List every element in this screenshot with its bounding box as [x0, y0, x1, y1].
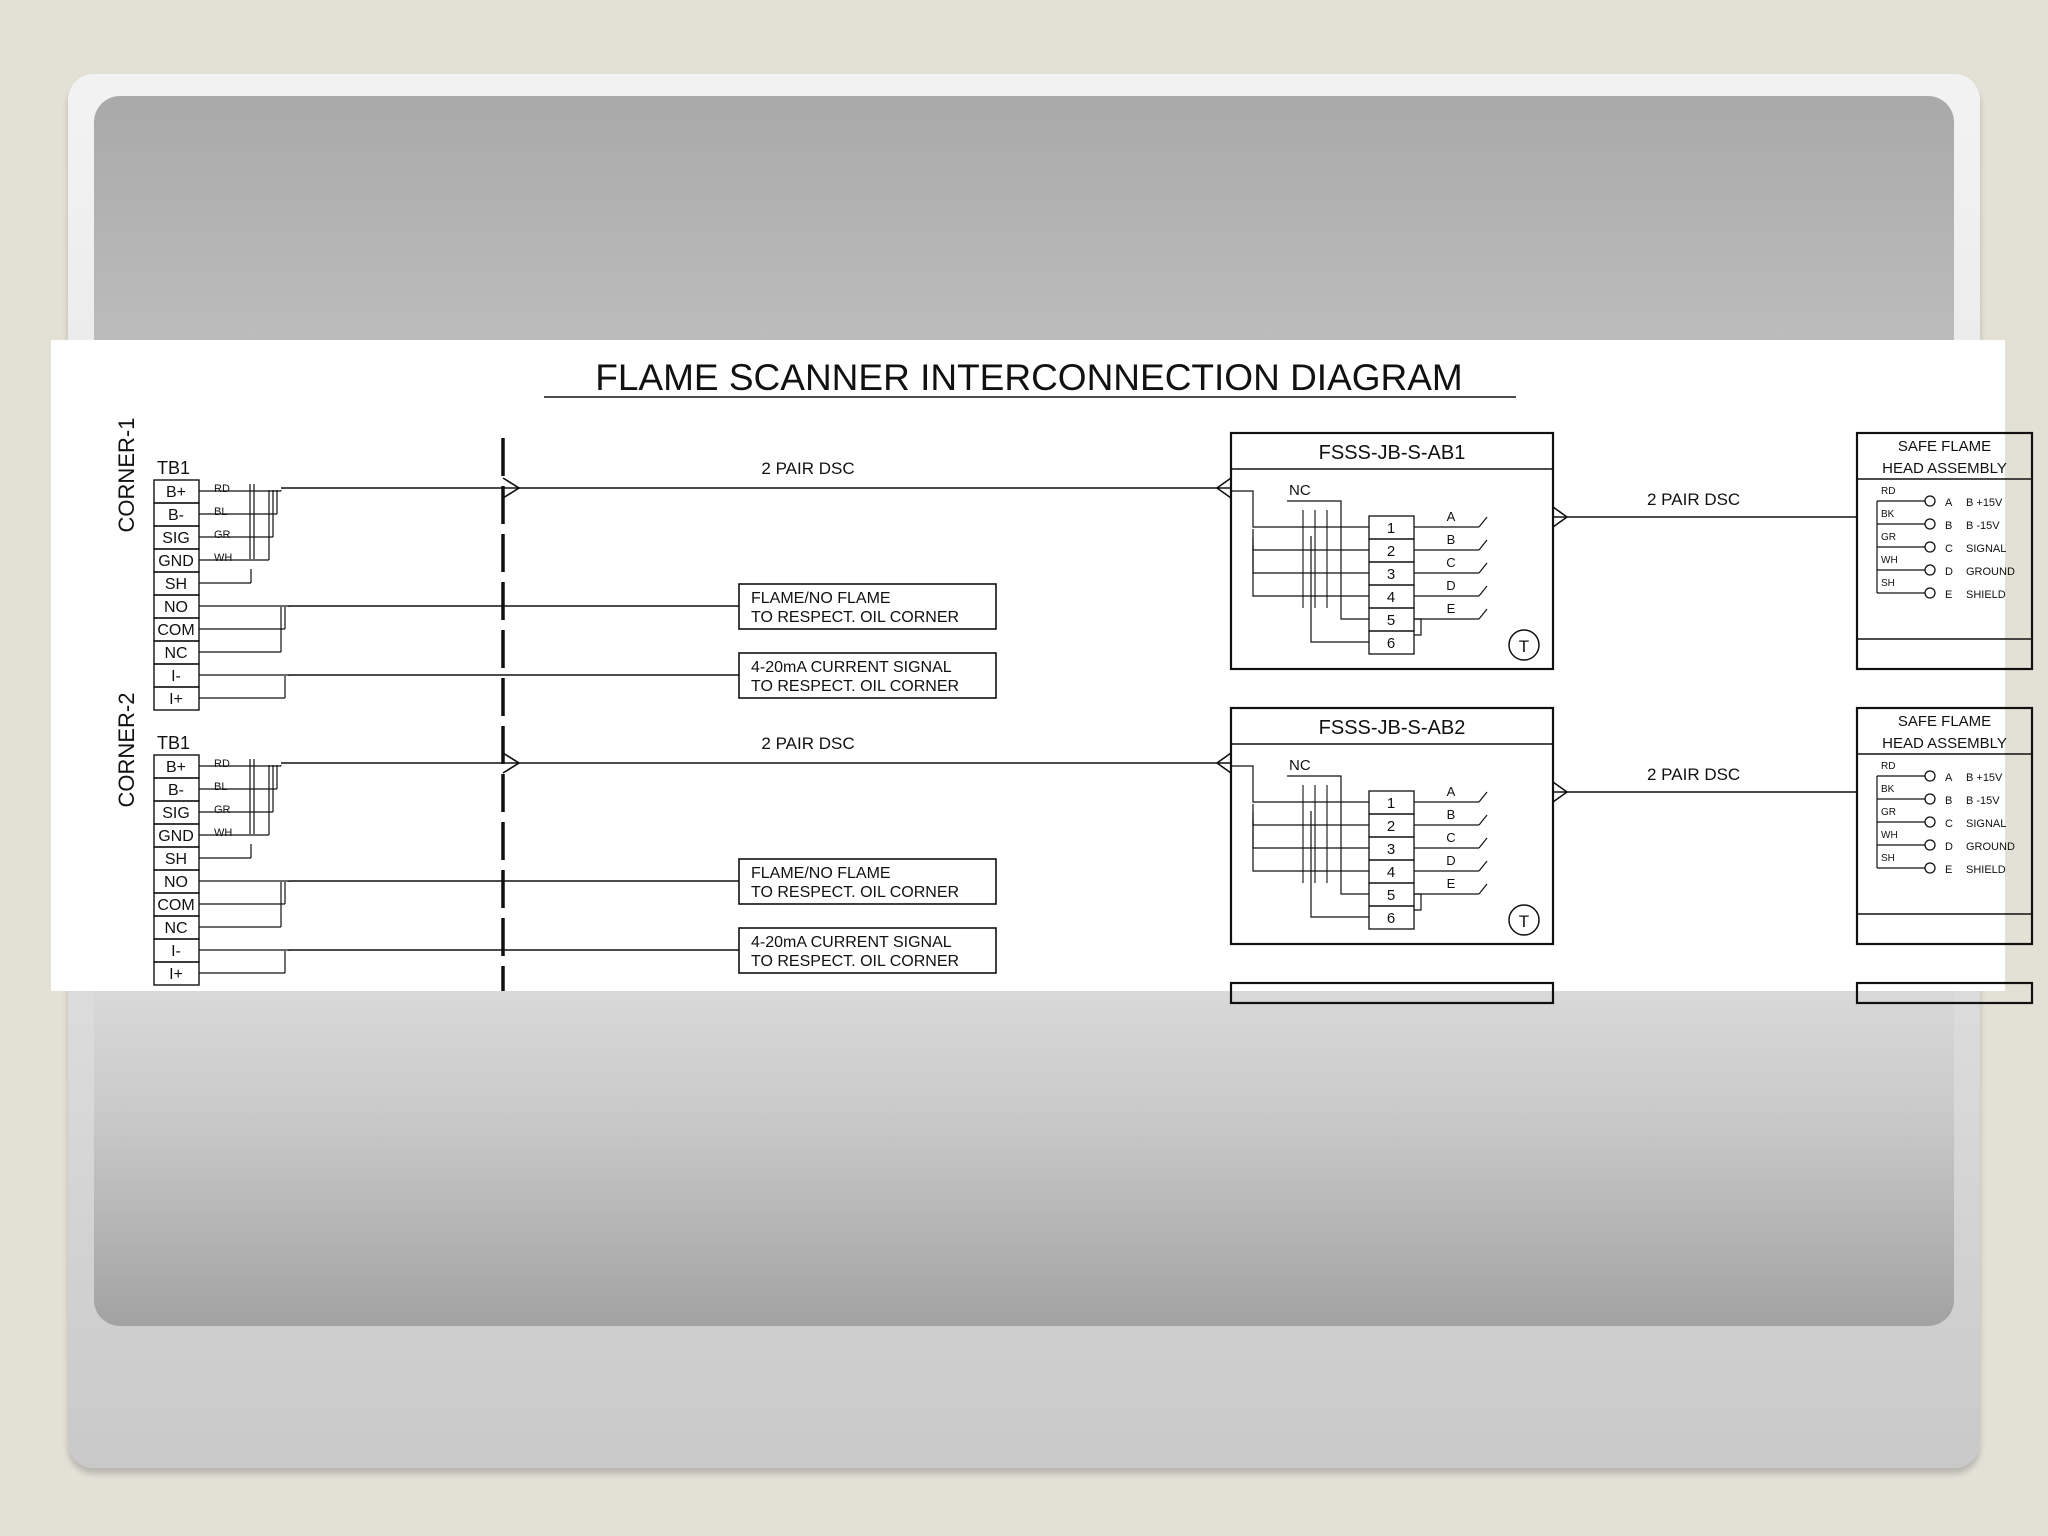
jb-wire	[1311, 811, 1369, 917]
jb-out-letter: B	[1446, 807, 1456, 822]
head-wire-color: WH	[1881, 830, 1898, 841]
jb-out-wire	[1479, 517, 1487, 527]
jb-t-label: T	[1518, 912, 1530, 931]
head-pin-letter: D	[1945, 841, 1953, 853]
head-wire-color: BK	[1881, 509, 1895, 520]
box-line: TO RESPECT. OIL CORNER	[751, 609, 960, 626]
jb-terminal-number: 2	[1386, 543, 1396, 560]
head-wire-color: GR	[1881, 807, 1896, 818]
tb-label: TB1	[157, 733, 191, 753]
jb-wire	[1311, 536, 1369, 642]
head-title-line: SAFE FLAME	[1897, 438, 1992, 455]
jb-wire	[1287, 501, 1369, 619]
jb-terminal-number: 6	[1386, 910, 1396, 927]
corner-label: CORNER-2	[114, 692, 139, 808]
head-wire-color: RD	[1881, 761, 1896, 772]
jb-terminal-number: 4	[1386, 589, 1396, 606]
tb-terminal-label: I-	[171, 668, 181, 685]
jb-terminal-number: 5	[1386, 612, 1396, 629]
wiring-diagram-svg	[51, 340, 2015, 991]
tb-terminal-label: GND	[158, 553, 194, 570]
cable-label: 2 PAIR DSC	[1647, 765, 1741, 784]
cable-label: 2 PAIR DSC	[761, 459, 855, 478]
box-line: FLAME/NO FLAME	[751, 865, 891, 882]
tb-terminal-label: I-	[171, 943, 181, 960]
head-title-line: HEAD ASSEMBLY	[1882, 460, 2007, 477]
jb-out-wire	[1479, 586, 1487, 596]
head-wire-color: BK	[1881, 784, 1895, 795]
head-wire-color: RD	[1881, 486, 1896, 497]
jb-out-wire	[1479, 609, 1487, 619]
head-title-line: SAFE FLAME	[1897, 713, 1992, 730]
head-pin-circle	[1925, 771, 1935, 781]
wire-color-label: GR	[214, 804, 231, 816]
head-wire-color: SH	[1881, 578, 1895, 589]
cable-label: 2 PAIR DSC	[1647, 490, 1741, 509]
head-pin-circle	[1925, 565, 1935, 575]
head-pin-desc: SHIELD	[1966, 589, 2006, 601]
wire-color-label: WH	[214, 552, 233, 564]
tb-terminal-label: B+	[165, 484, 187, 501]
jb-terminal-number: 3	[1386, 566, 1396, 583]
head-pin-desc: B -15V	[1966, 795, 2000, 807]
jb-out-wire	[1479, 884, 1487, 894]
box-line: TO RESPECT. OIL CORNER	[751, 678, 960, 695]
head-pin-letter: A	[1945, 772, 1953, 784]
head-pin-circle	[1925, 542, 1935, 552]
jb-wire	[1287, 776, 1369, 894]
box-line: 4-20mA CURRENT SIGNAL	[751, 659, 952, 676]
head-pin-desc: B +15V	[1966, 497, 2003, 509]
jb-nc-label: NC	[1289, 757, 1311, 774]
tb-terminal-label: NO	[164, 599, 188, 616]
jb-wire	[1253, 796, 1369, 802]
jb-title: FSSS-JB-S-AB1	[1318, 442, 1466, 464]
cable-label: 2 PAIR DSC	[761, 734, 855, 753]
jb-out-letter: C	[1446, 830, 1456, 845]
tb-terminal-label: B+	[165, 759, 187, 776]
head-pin-letter: E	[1945, 864, 1953, 876]
head-title-line: HEAD ASSEMBLY	[1882, 735, 2007, 752]
jb-terminal-number: 2	[1386, 818, 1396, 835]
tb-label: TB1	[157, 458, 191, 478]
tb-terminal-label: COM	[157, 897, 195, 914]
tb-terminal-label: NC	[164, 920, 188, 937]
head-pin-circle	[1925, 794, 1935, 804]
wiring-diagram-image	[51, 340, 2015, 991]
box-line: TO RESPECT. OIL CORNER	[751, 884, 960, 901]
head-pin-circle	[1925, 817, 1935, 827]
jb-out-wire	[1479, 815, 1487, 825]
jb-terminal-number: 3	[1386, 841, 1396, 858]
jb-terminal-number: 6	[1386, 635, 1396, 652]
jb-out-wire	[1479, 563, 1487, 573]
tb-terminal-label: SH	[164, 576, 188, 593]
head-pin-desc: B -15V	[1966, 520, 2000, 532]
head-pin-letter: B	[1945, 520, 1953, 532]
box-line: 4-20mA CURRENT SIGNAL	[751, 934, 952, 951]
head-wire-color: SH	[1881, 853, 1895, 864]
box-line: FLAME/NO FLAME	[751, 590, 891, 607]
head-pin-circle	[1925, 588, 1935, 598]
box-line: TO RESPECT. OIL CORNER	[751, 953, 960, 970]
head-pin-circle	[1925, 840, 1935, 850]
jb-out-wire	[1479, 861, 1487, 871]
head-pin-circle	[1925, 496, 1935, 506]
head-pin-desc: SHIELD	[1966, 864, 2006, 876]
corner-section-1	[114, 418, 2032, 710]
tb-terminal-label: B-	[168, 782, 184, 799]
jb-jumper	[1414, 619, 1421, 635]
jb-terminal-number: 1	[1386, 520, 1396, 537]
tb-terminal-label: SIG	[162, 530, 190, 547]
jb-out-letter: A	[1446, 784, 1456, 799]
tb-terminal-label: GND	[158, 828, 194, 845]
jb-wire	[1231, 766, 1253, 796]
jb-out-wire	[1479, 792, 1487, 802]
diagram-title: FLAME SCANNER INTERCONNECTION DIAGRAM	[595, 357, 1463, 398]
tb-terminal-label: SIG	[162, 805, 190, 822]
head-pin-letter: C	[1945, 818, 1953, 830]
wire-color-label: RD	[214, 758, 230, 770]
jb-out-letter: E	[1446, 601, 1456, 616]
corner-section-2	[114, 693, 2032, 985]
wire-color-label: BL	[214, 506, 228, 518]
head-pin-desc: GROUND	[1966, 566, 2015, 578]
jb-out-letter: D	[1446, 578, 1456, 593]
head-pin-desc: SIGNAL	[1966, 818, 2007, 830]
corner-label: CORNER-1	[114, 417, 139, 533]
head-pin-desc: SIGNAL	[1966, 543, 2007, 555]
jb-out-letter: C	[1446, 555, 1456, 570]
corners-group	[114, 418, 2032, 1003]
head-wire-color: WH	[1881, 555, 1898, 566]
jb-out-wire	[1479, 838, 1487, 848]
head-pin-circle	[1925, 863, 1935, 873]
wire-color-label: BL	[214, 781, 228, 793]
jb-out-letter: B	[1446, 532, 1456, 547]
head-pin-desc: GROUND	[1966, 841, 2015, 853]
jb-title: FSSS-JB-S-AB2	[1318, 717, 1466, 739]
jb-out-letter: E	[1446, 876, 1456, 891]
jb-jumper	[1414, 894, 1421, 910]
wire-color-label: WH	[214, 827, 233, 839]
head-wire-color: GR	[1881, 532, 1896, 543]
tb-terminal-label: COM	[157, 622, 195, 639]
head-pin-letter: D	[1945, 566, 1953, 578]
tb-terminal-label: B-	[168, 507, 184, 524]
jb-t-label: T	[1518, 637, 1530, 656]
jb-out-wire	[1479, 540, 1487, 550]
jb-out-letter: D	[1446, 853, 1456, 868]
wire-color-label: GR	[214, 529, 231, 541]
jb-wire	[1231, 491, 1253, 521]
head-pin-desc: B +15V	[1966, 772, 2003, 784]
jb-terminal-number: 4	[1386, 864, 1396, 881]
tb-terminal-label: I+	[169, 691, 183, 708]
wire-color-label: RD	[214, 483, 230, 495]
head-pin-letter: B	[1945, 795, 1953, 807]
jb-terminal-number: 5	[1386, 887, 1396, 904]
jb-terminal-number: 1	[1386, 795, 1396, 812]
jb-wire	[1253, 521, 1369, 527]
tb-terminal-label: I+	[169, 966, 183, 983]
jb-out-letter: A	[1446, 509, 1456, 524]
head-pin-circle	[1925, 519, 1935, 529]
tb-terminal-label: NO	[164, 874, 188, 891]
head-pin-letter: A	[1945, 497, 1953, 509]
jb-nc-label: NC	[1289, 482, 1311, 499]
head-pin-letter: C	[1945, 543, 1953, 555]
tb-terminal-label: SH	[164, 851, 188, 868]
head-pin-letter: E	[1945, 589, 1953, 601]
tb-terminal-label: NC	[164, 645, 188, 662]
